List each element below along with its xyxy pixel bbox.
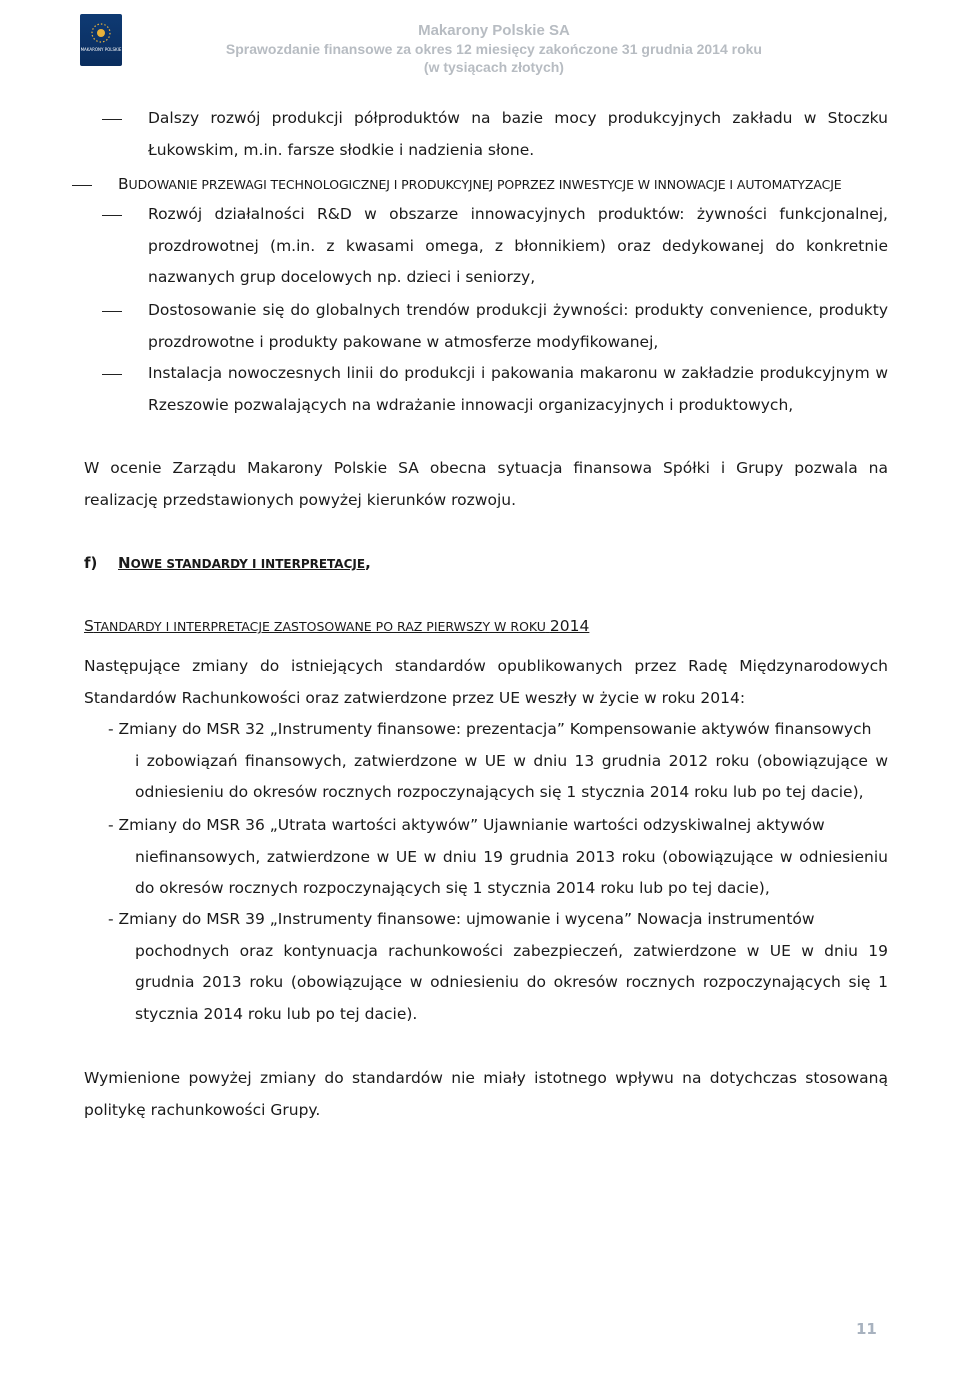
logo-icon: [80, 14, 122, 66]
section-letter: f): [84, 554, 98, 572]
dev-item: Rozwój działalności R&D w obszarze innowacyjnych produktów: żywności funkcjonalnej, prozdrowotnej (m.in. z kwasami omega, z błonnikiem) oraz dedykowanej do konkretnie nazwanych grup docelowych np. dzieci i seniorzy,: [148, 199, 888, 294]
dev-item-heading: BUDOWANIE PRZEWAGI TECHNOLOGICZNEJ I PRODUKCYJNEJ POPRZEZ INWESTYCJE W INNOWACJE I AUTOMATYZACJE: [118, 169, 888, 201]
standard-item: - Zmiany do MSR 36 „Utrata wartości aktywów” Ujawnianie wartości odzyskiwalnej aktywów niefinansowych, zatwierdzone w UE w dniu 19 grudnia 2013 roku (obowiązujące w odniesieniu do okresów rocznych rozpoczynających się 1 stycznia 2014 roku lub po tej dacie),: [108, 816, 888, 897]
svg-text:MAKARONY POLSKIE: MAKARONY POLSKIE: [80, 47, 122, 52]
standard-item: - Zmiany do MSR 39 „Instrumenty finansowe: ujmowanie i wycena” Nowacja instrumentów pochodnych oraz kontynuacja rachunkowości zabezpieczeń, zatwierdzone w UE w dniu 19 grudnia 2013 roku (obowiązujące w odniesieniu do okresów rocznych rozpoczynających się 1 stycznia 2014 roku lub po tej dacie).: [108, 910, 888, 1023]
closing-paragraph: Wymienione powyżej zmiany do standardów nie miały istotnego wpływu na dotychczas stosowaną politykę rachunkowości Grupy.: [84, 1069, 888, 1119]
company-logo: [80, 14, 122, 66]
section-heading: f) NOWE STANDARDY I INTERPRETACJE,: [84, 551, 371, 576]
dev-item: Instalacja nowoczesnych linii do produkcji i pakowania makaronu w zakładzie produkcyjnym w Rzeszowie pozwalających na wdrażanie innowacji organizacyjnych i produktowych,: [148, 358, 888, 421]
subsection-heading: STANDARDY I INTERPRETACJE ZASTOSOWANE PO RAZ PIERWSZY W ROKU 2014: [84, 617, 590, 635]
dev-item: Dostosowanie się do globalnych trendów produkcji żywności: produkty convenience, produkty prozdrowotne i produkty pakowane w atmosferze modyfikowanej,: [148, 295, 888, 358]
dev-item: Dalszy rozwój produkcji półproduktów na bazie mocy produkcyjnych zakładu w Stoczku Łukowskim, m.in. farsze słodkie i nadzienia słone.: [148, 103, 888, 166]
section-title: NOWE STANDARDY I INTERPRETACJE: [118, 554, 366, 572]
standard-item: - Zmiany do MSR 32 „Instrumenty finansowe: prezentacja” Kompensowanie aktywów finansowych i zobowiązań finansowych, zatwierdzone w UE w dniu 13 grudnia 2012 roku (obowiązujące w odniesieniu do okresów rocznych rozpoczynających się 1 stycznia 2014 roku lub po tej dacie),: [108, 720, 888, 801]
header-company: Makarony Polskie SA: [418, 22, 570, 39]
assessment-paragraph: W ocenie Zarządu Makarony Polskie SA obecna sytuacja finansowa Spółki i Grupy pozwala na realizację przedstawionych powyżej kierunków rozwoju.: [84, 459, 888, 509]
intro-paragraph: Następujące zmiany do istniejących standardów opublikowanych przez Radę Międzynarodowych Standardów Rachunkowości oraz zatwierdzone przez UE weszły w życie w roku 2014:: [84, 657, 888, 707]
header-units: (w tysiącach złotych): [423, 59, 564, 75]
header-report-title: Sprawozdanie finansowe za okres 12 miesięcy zakończone 31 grudnia 2014 roku: [225, 41, 762, 57]
page-header: [226, 22, 762, 76]
page-number: 11: [856, 1320, 877, 1338]
